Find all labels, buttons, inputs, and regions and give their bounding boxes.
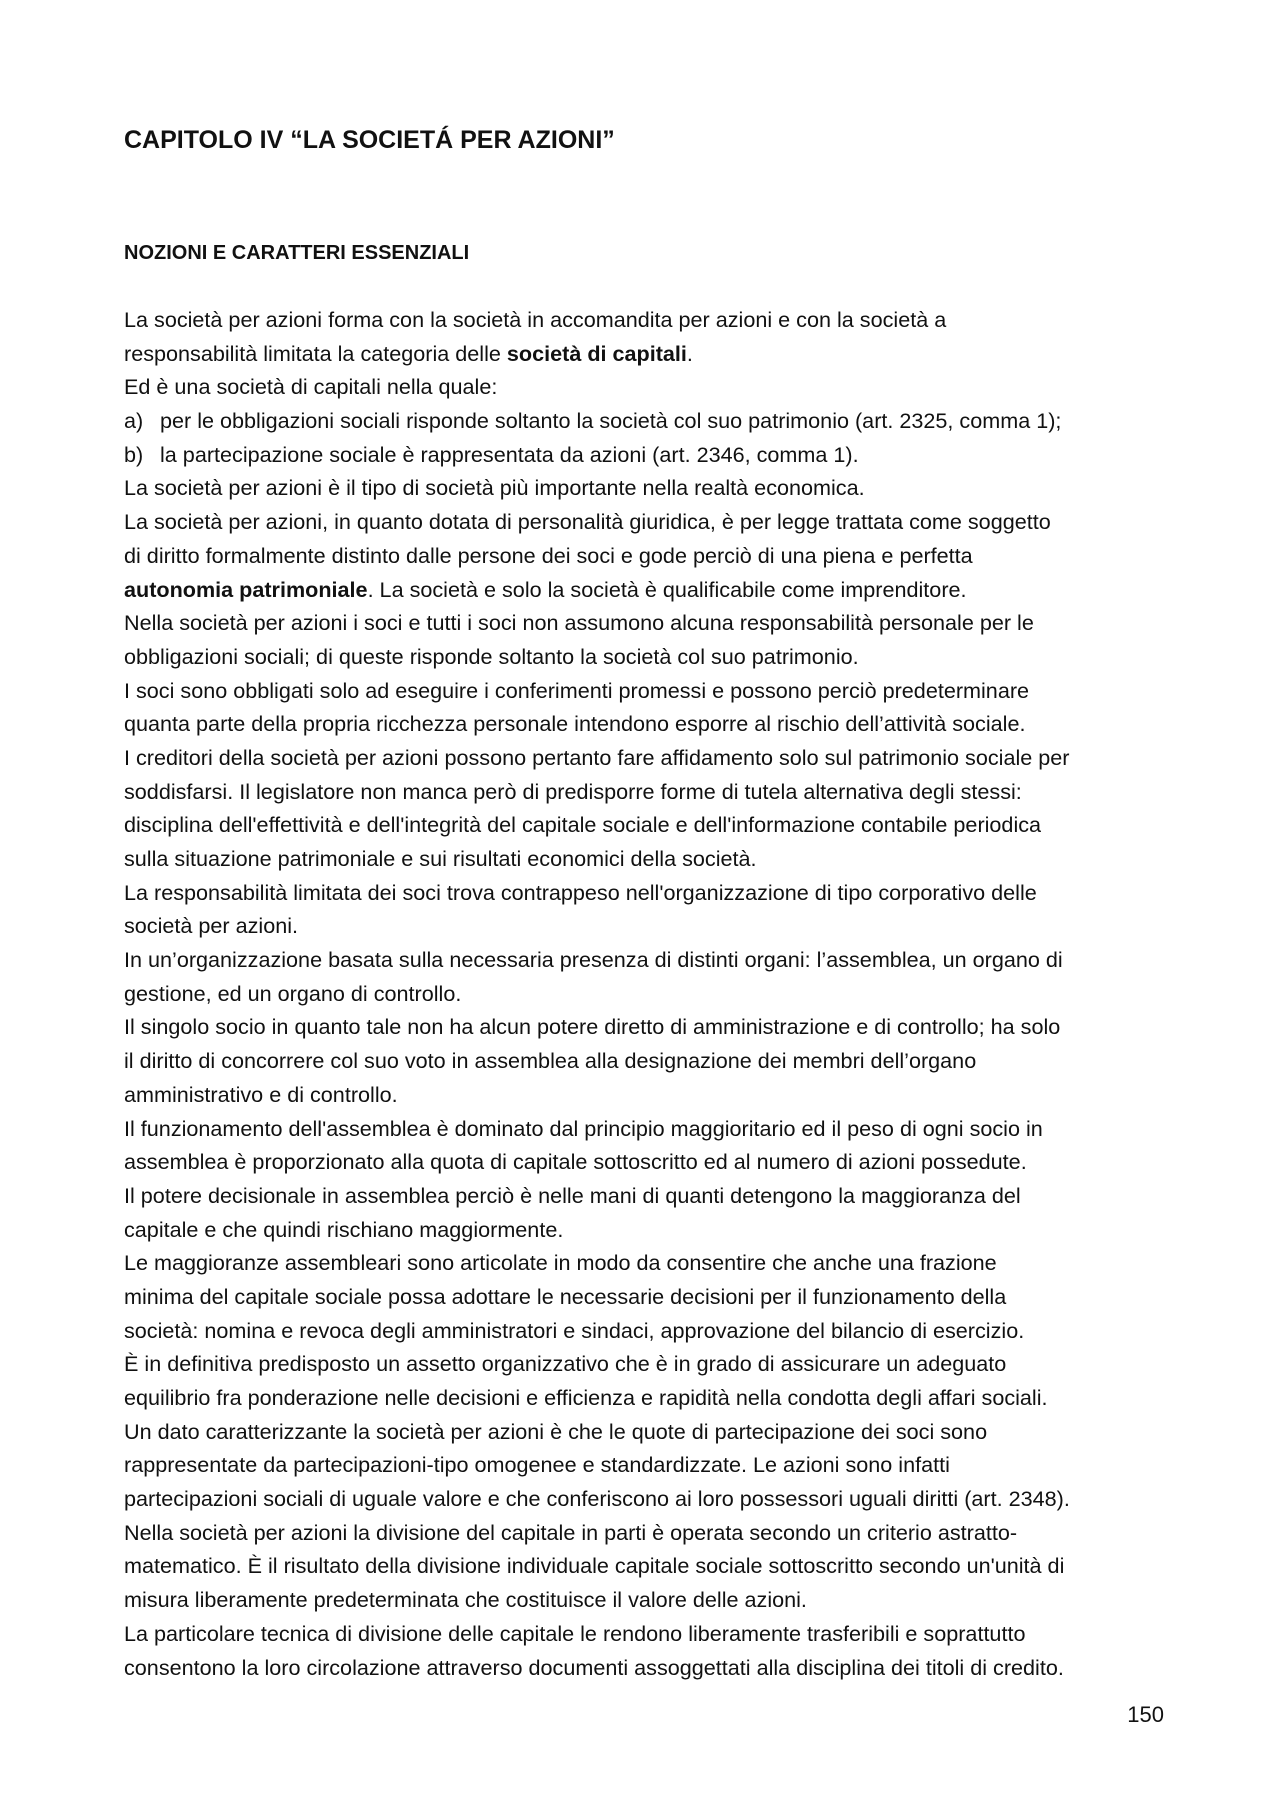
text-line: La società per azioni forma con la società in accomandita per azioni e con la società a — [124, 307, 947, 332]
text-line: Un dato caratterizzante la società per azioni è che le quote di partecipazione dei soci sono — [124, 1418, 988, 1444]
text-line: minima del capitale sociale possa adottare le necessarie decisioni per il funzionamento della — [124, 1283, 1007, 1309]
text-run: . La società e solo la società è qualificabile come imprenditore. — [367, 576, 967, 602]
list-marker: a) — [124, 408, 144, 434]
text-line — [124, 573, 1168, 607]
text-line: gestione, ed un organo di controllo. — [124, 980, 462, 1006]
text-line: Il singolo socio in quanto tale non ha alcun potere diretto di amministrazione e di controllo; ha solo — [124, 1014, 1061, 1040]
text-line: La società per azioni, in quanto dotata di personalità giuridica, è per legge trattata come soggetto — [124, 509, 1051, 535]
text-line: assemblea è proporzionato alla quota di capitale sottoscritto ed al numero di azioni possedute. — [124, 1149, 1027, 1175]
list-item — [124, 404, 1168, 438]
text-line: È in definitiva predisposto un assetto organizzativo che è in grado di assicurare un adeguato — [124, 1351, 1007, 1377]
text-line: quanta parte della propria ricchezza personale intendono esporre al rischio dell’attività sociale. — [124, 711, 1026, 737]
text-line: Ed è una società di capitali nella quale: — [124, 374, 498, 400]
text-line: Il funzionamento dell'assemblea è dominato dal principio maggioritario ed il peso di ogni socio in — [124, 1115, 1043, 1141]
text-line: partecipazioni sociali di uguale valore e che conferiscono ai loro possessori uguali diritti (art. 2348). — [124, 1486, 1070, 1512]
text-line: amministrativo e di controllo. — [124, 1081, 398, 1107]
text-line: consentono la loro circolazione attraverso documenti assoggettati alla disciplina dei titoli di credito. — [124, 1654, 1064, 1680]
text-line: La società per azioni è il tipo di società più importante nella realtà economica. — [124, 475, 865, 501]
list-item-text: la partecipazione sociale è rappresentata da azioni (art. 2346, comma 1). — [160, 441, 859, 467]
text-line: Nella società per azioni la divisione del capitale in parti è operata secondo un criterio astratto- — [124, 1519, 1018, 1545]
list-marker: b) — [124, 441, 144, 467]
text-line: società per azioni. — [124, 913, 299, 939]
text-line: sulla situazione patrimoniale e sui risultati economici della società. — [124, 846, 757, 871]
text-run: . — [686, 340, 693, 366]
text-line: La responsabilità limitata dei soci trova contrappeso nell'organizzazione di tipo corporativo delle — [124, 879, 1037, 905]
text-line: rappresentate da partecipazioni-tipo omogenee e standardizzate. Le azioni sono infatti — [124, 1452, 950, 1478]
text-line: I creditori della società per azioni possono pertanto fare affidamento solo sul patrimonio sociale per — [124, 744, 1070, 770]
text-line: il diritto di concorrere col suo voto in assemblea alla designazione dei membri dell’organo — [124, 1048, 977, 1074]
text-line: In un’organizzazione basata sulla necessaria presenza di distinti organi: l’assemblea, un organo di — [124, 947, 1063, 973]
text-line: obbligazioni sociali; di queste risponde soltanto la società col suo patrimonio. — [124, 643, 859, 669]
text-line: Il potere decisionale in assemblea perciò è nelle mani di quanti detengono la maggioranza del — [124, 1182, 1021, 1208]
section-title: NOZIONI E CARATTERI ESSENZIALI — [124, 242, 470, 264]
list-item — [124, 438, 1168, 472]
text-line: I soci sono obbligati solo ad eseguire i conferimenti promessi e possono perciò predeterminare — [124, 677, 1030, 703]
list-item-text: per le obbligazioni sociali risponde soltanto la società col suo patrimonio (art. 2325, comma 1); — [160, 408, 1062, 434]
text-line: di diritto formalmente distinto dalle persone dei soci e gode perciò di una piena e perfetta — [124, 542, 973, 568]
bold-term: società di capitali — [506, 340, 687, 366]
text-line: La particolare tecnica di divisione delle capitale le rendono liberamente trasferibili e soprattutto — [124, 1620, 1026, 1646]
page-number: 150 — [1127, 1702, 1164, 1727]
text-line: soddisfarsi. Il legislatore non manca però di predisporre forme di tutela alternativa degli stessi: — [124, 778, 1022, 804]
body-text — [124, 303, 1168, 1684]
text-line: misura liberamente predeterminata che costituisce il valore delle azioni. — [124, 1587, 807, 1613]
text-line: disciplina dell'effettività e dell'integrità del capitale sociale e dell'informazione contabile periodica — [124, 812, 1042, 838]
text-line: Nella società per azioni i soci e tutti i soci non assumono alcuna responsabilità personale per le — [124, 610, 1034, 636]
text-line: società: nomina e revoca degli amministratori e sindaci, approvazione del bilancio di esercizio. — [124, 1317, 1025, 1343]
text-run: responsabilità limitata la categoria delle — [124, 340, 507, 366]
text-line — [124, 337, 1168, 371]
bold-term: autonomia patrimoniale — [124, 576, 368, 602]
text-line: Le maggioranze assembleari sono articolate in modo da consentire che anche una frazione — [124, 1250, 997, 1276]
text-line: capitale e che quindi rischiano maggiormente. — [124, 1216, 564, 1242]
text-line: matematico. È il risultato della divisione individuale capitale sociale sottoscritto secondo un'unità di — [124, 1553, 1065, 1579]
text-line: equilibrio fra ponderazione nelle decisioni e efficienza e rapidità nella condotta degli affari sociali. — [124, 1385, 1048, 1410]
chapter-title: CAPITOLO IV “LA SOCIETÁ PER AZIONI” — [124, 126, 615, 154]
